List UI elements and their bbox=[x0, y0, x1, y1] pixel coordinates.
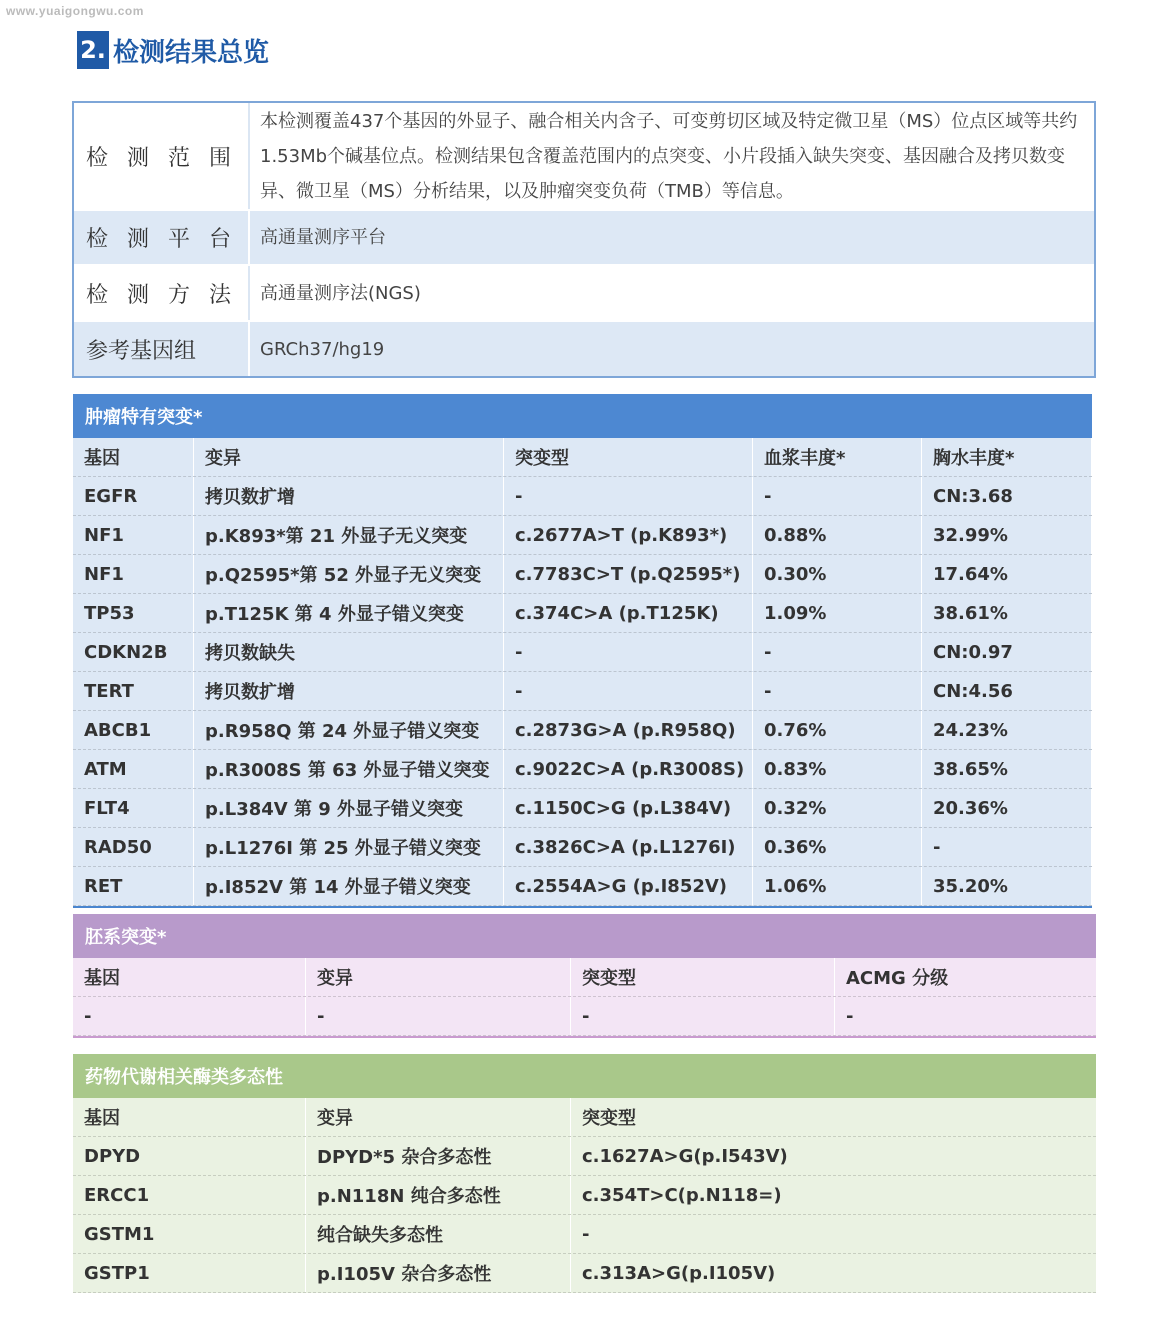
table-cell: 拷贝数扩增 bbox=[194, 477, 504, 515]
table-row bbox=[73, 1176, 1096, 1215]
table-cell: - bbox=[922, 828, 1092, 866]
section-title: 检测结果总览 bbox=[113, 37, 270, 68]
table-cell: ATM bbox=[73, 750, 194, 788]
table-cell: FLT4 bbox=[73, 789, 194, 827]
table-cell: 0.30% bbox=[753, 555, 922, 593]
table-cell: p.R958Q 第 24 外显子错义突变 bbox=[194, 711, 504, 749]
table-cell: c.9022C>A (p.R3008S) bbox=[504, 750, 753, 788]
table-row bbox=[73, 711, 1092, 750]
table-cell: 20.36% bbox=[922, 789, 1092, 827]
table-cell: c.2554A>G (p.I852V) bbox=[504, 867, 753, 905]
table-cell: RET bbox=[73, 867, 194, 905]
table-row bbox=[73, 867, 1092, 906]
table-cell: GSTM1 bbox=[73, 1215, 306, 1253]
table-cell: - bbox=[306, 997, 571, 1035]
germline-table-title: 胚系突变* bbox=[73, 914, 1096, 958]
summary-row-reference bbox=[74, 322, 1094, 376]
table-cell: ERCC1 bbox=[73, 1176, 306, 1214]
table-cell: - bbox=[504, 672, 753, 710]
table-cell: TERT bbox=[73, 672, 194, 710]
column-header: 突变型 bbox=[582, 1108, 636, 1129]
section-heading bbox=[77, 30, 269, 70]
drug-metabolism-table bbox=[73, 1054, 1096, 1293]
germline-table-body bbox=[73, 958, 1096, 1036]
watermark-text: www.yuaigongwu.com bbox=[6, 4, 144, 18]
table-cell: CN:4.56 bbox=[922, 672, 1092, 710]
table-cell: p.R3008S 第 63 外显子错义突变 bbox=[194, 750, 504, 788]
summary-row-scope bbox=[74, 103, 1094, 211]
table-cell: c.2677A>T (p.K893*) bbox=[504, 516, 753, 554]
table-cell: c.374C>A (p.T125K) bbox=[504, 594, 753, 632]
table-row bbox=[73, 1137, 1096, 1176]
table-cell: p.I852V 第 14 外显子错义突变 bbox=[194, 867, 504, 905]
section-number: 2. bbox=[77, 31, 109, 69]
column-header: 变异 bbox=[194, 438, 504, 476]
table-row bbox=[73, 555, 1092, 594]
summary-label: 检 测 平 台 bbox=[74, 211, 250, 264]
summary-label: 参考基因组 bbox=[74, 322, 250, 376]
table-cell: p.L1276I 第 25 外显子错义突变 bbox=[194, 828, 504, 866]
summary-value: 本检测覆盖437个基因的外显子、融合相关内含子、可变剪切区域及特定微卫星（MS）位点区域等共约1.53Mb个碱基位点。检测结果包含覆盖范围内的点突变、小片段插入缺失突变、基因融合及拷贝数变异、微卫星（MS）分析结果，以及肿瘤突变负荷（TMB）等信息。 bbox=[260, 110, 1078, 202]
table-cell: c.7783C>T (p.Q2595*) bbox=[504, 555, 753, 593]
table-cell: 拷贝数缺失 bbox=[194, 633, 504, 671]
table-row bbox=[73, 789, 1092, 828]
table-cell: 38.65% bbox=[922, 750, 1092, 788]
table-row bbox=[73, 997, 1096, 1036]
column-header: 基因 bbox=[73, 1098, 306, 1136]
table-cell: - bbox=[582, 1223, 590, 1245]
table-header-row bbox=[73, 958, 1096, 997]
column-header: 突变型 bbox=[571, 958, 835, 996]
table-cell: CN:0.97 bbox=[922, 633, 1092, 671]
table-cell: 0.88% bbox=[753, 516, 922, 554]
table-row bbox=[73, 672, 1092, 711]
table-header-row bbox=[73, 1098, 1096, 1137]
table-cell: p.N118N 纯合多态性 bbox=[306, 1176, 571, 1214]
table-cell: p.L384V 第 9 外显子错义突变 bbox=[194, 789, 504, 827]
table-cell: EGFR bbox=[73, 477, 194, 515]
table-row bbox=[73, 1254, 1096, 1293]
table-cell: 32.99% bbox=[922, 516, 1092, 554]
table-cell: c.313A>G(p.I105V) bbox=[582, 1262, 776, 1284]
tumor-mutation-table bbox=[73, 394, 1092, 908]
germline-mutation-table bbox=[73, 914, 1096, 1038]
table-cell: ABCB1 bbox=[73, 711, 194, 749]
drug-table-title: 药物代谢相关酶类多态性 bbox=[73, 1054, 1096, 1098]
table-cell: 0.36% bbox=[753, 828, 922, 866]
summary-value: GRCh37/hg19 bbox=[260, 338, 385, 360]
table-cell: - bbox=[846, 1005, 854, 1027]
table-cell: 35.20% bbox=[922, 867, 1092, 905]
table-cell: 0.83% bbox=[753, 750, 922, 788]
column-header: ACMG 分级 bbox=[846, 968, 949, 989]
column-header: 突变型 bbox=[504, 438, 753, 476]
table-cell: NF1 bbox=[73, 555, 194, 593]
table-cell: p.Q2595*第 52 外显子无义突变 bbox=[194, 555, 504, 593]
table-cell: c.3826C>A (p.L1276I) bbox=[504, 828, 753, 866]
table-cell: 1.09% bbox=[753, 594, 922, 632]
table-cell: - bbox=[753, 633, 922, 671]
table-cell: 38.61% bbox=[922, 594, 1092, 632]
summary-label: 检 测 范 围 bbox=[74, 103, 250, 209]
table-cell: c.354T>C(p.N118=) bbox=[582, 1184, 782, 1206]
table-cell: p.T125K 第 4 外显子错义突变 bbox=[194, 594, 504, 632]
column-header: 基因 bbox=[73, 958, 306, 996]
table-cell: p.I105V 杂合多态性 bbox=[306, 1254, 571, 1292]
table-row bbox=[73, 594, 1092, 633]
table-row bbox=[73, 633, 1092, 672]
table-row bbox=[73, 516, 1092, 555]
table-row bbox=[73, 828, 1092, 867]
table-cell: TP53 bbox=[73, 594, 194, 632]
table-cell: NF1 bbox=[73, 516, 194, 554]
table-cell: - bbox=[753, 672, 922, 710]
table-cell: 纯合缺失多态性 bbox=[306, 1215, 571, 1253]
table-cell: 1.06% bbox=[753, 867, 922, 905]
drug-table-body bbox=[73, 1098, 1096, 1293]
column-header: 基因 bbox=[73, 438, 194, 476]
table-cell: - bbox=[504, 477, 753, 515]
table-cell: 24.23% bbox=[922, 711, 1092, 749]
table-cell: - bbox=[73, 997, 306, 1035]
column-header: 胸水丰度* bbox=[922, 438, 1092, 476]
summary-row-platform bbox=[74, 211, 1094, 266]
column-header: 血浆丰度* bbox=[753, 438, 922, 476]
table-cell: 拷贝数扩增 bbox=[194, 672, 504, 710]
table-cell: p.K893*第 21 外显子无义突变 bbox=[194, 516, 504, 554]
summary-table bbox=[72, 101, 1096, 378]
table-cell: DPYD*5 杂合多态性 bbox=[306, 1137, 571, 1175]
table-cell: c.2873G>A (p.R958Q) bbox=[504, 711, 753, 749]
table-cell: 0.76% bbox=[753, 711, 922, 749]
table-cell: 17.64% bbox=[922, 555, 1092, 593]
tumor-table-body bbox=[73, 438, 1092, 906]
table-cell: CN:3.68 bbox=[922, 477, 1092, 515]
column-header: 变异 bbox=[306, 958, 571, 996]
table-cell: c.1150C>G (p.L384V) bbox=[504, 789, 753, 827]
table-cell: - bbox=[571, 997, 835, 1035]
summary-label: 检 测 方 法 bbox=[74, 266, 250, 320]
summary-value: 高通量测序平台 bbox=[260, 227, 386, 248]
table-cell: RAD50 bbox=[73, 828, 194, 866]
table-row bbox=[73, 477, 1092, 516]
table-cell: c.1627A>G(p.I543V) bbox=[582, 1145, 788, 1167]
table-row bbox=[73, 1215, 1096, 1254]
table-header-row bbox=[73, 438, 1092, 477]
tumor-table-title: 肿瘤特有突变* bbox=[73, 394, 1092, 438]
summary-row-method bbox=[74, 266, 1094, 322]
table-cell: - bbox=[753, 477, 922, 515]
table-cell: GSTP1 bbox=[73, 1254, 306, 1292]
summary-value: 高通量测序法(NGS) bbox=[260, 282, 421, 304]
table-cell: 0.32% bbox=[753, 789, 922, 827]
table-cell: DPYD bbox=[73, 1137, 306, 1175]
table-cell: CDKN2B bbox=[73, 633, 194, 671]
column-header: 变异 bbox=[306, 1098, 571, 1136]
table-cell: - bbox=[504, 633, 753, 671]
table-row bbox=[73, 750, 1092, 789]
